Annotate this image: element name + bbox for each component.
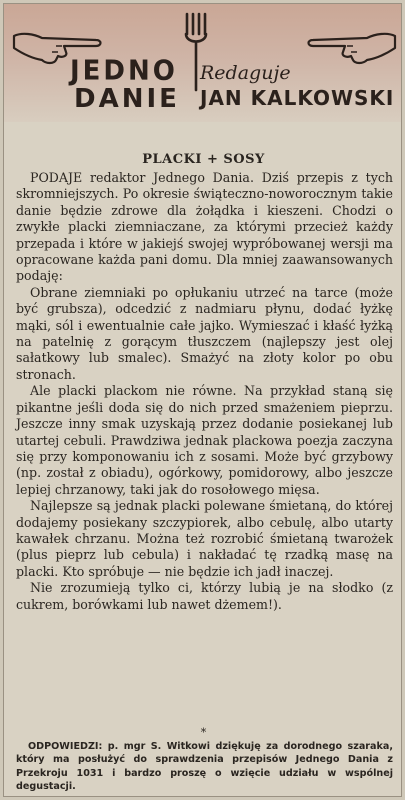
pointing-hand-icon: [305, 22, 397, 66]
answers-paragraph: ODPOWIEDZI: p. mgr S. Witkowi dziękuję za dorodnego szaraka, który ma posłużyć do sprawdzenia przepisów Jednego Dania z Przekroju 1031 i bardzo proszę o wzięcie udziału w wspólnej degustacji.: [16, 741, 393, 793]
article-paragraph: Obrane ziemniaki po opłukaniu utrzeć na tarce (może być grubsza), odcedzić z nadmiaru płynu, dodać łyżkę mąki, sól i ewentualnie całe jajko. Wymieszać i kłaść łyżką na patelnię z gorącym tłuszczem (najlepszy jest olej sałatkowy lub smalec). Smażyć na złoty kolor po obu stronach.: [16, 284, 393, 382]
header-title-line2: DANIE: [74, 84, 180, 114]
column-header: [4, 4, 402, 122]
article-paragraph: PODAJE redaktor Jednego Dania. Dziś przepis z tych skromniejszych. Po okresie świąteczno-noworocznym takie danie będzie zdrowe dla żołądka i kieszeni. Chodzi o zwykłe placki ziemniaczane, za którymi przecież każdy przepada i które w jakiejś swojej wypróbowanej wersji ma opracowane każda pani domu. Dla mniej zaawansowanych podaję:: [16, 170, 393, 284]
article-paragraph: Nie zrozumieją tylko ci, którzy lubią je na słodko (z cukrem, borówkami lub nawet dżemem!).: [16, 580, 393, 612]
header-title-line1: JEDNO: [70, 55, 178, 87]
header-author: JAN KALKOWSKI: [200, 86, 395, 110]
section-separator: *: [200, 726, 207, 739]
reader-answers: [16, 740, 393, 794]
header-edited-by: Redaguje: [200, 62, 291, 84]
article-paragraph: Ale placki plackom nie równe. Na przykład staną się pikantne jeśli doda się do nich przed smażeniem pieprzu. Jeszcze inny smak uzyskają przez dodanie posiekanej lub utartej cebuli. Prawdziwa jednak plackowa poezja zaczyna się przy komponowaniu ich z sosami. Może być grzybowy (np. został z obiadu), ogórkowy, pomidorowy, albo jeszcze lepiej chrzanowy, taki jak do rosołowego mięsa.: [16, 383, 393, 497]
article-body: [16, 170, 393, 613]
article-title: PLACKI + SOSY: [142, 152, 265, 167]
newspaper-clipping: [3, 3, 402, 797]
article-paragraph: Najlepsze są jednak placki polewane śmietaną, do której dodajemy posiekany szczypiorek, albo cebulę, albo utarty kawałek chrzanu. Można też rozrobić śmietaną twarożek (plus pieprz lub cebula) i nakładać tę rzadką masę na placki. Kto spróbuje — nie będzie ich jadł inaczej.: [16, 498, 393, 579]
